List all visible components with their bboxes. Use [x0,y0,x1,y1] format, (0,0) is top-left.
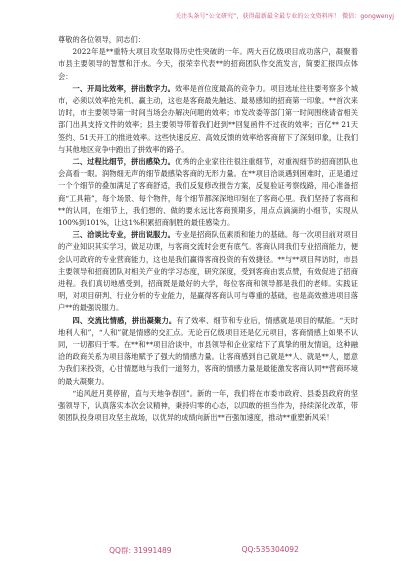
banner-text: 关注头条号“公文研究”，获得最新最全最专业的公文资料库！ 微信：gongwenyj [175,12,394,20]
closing-paragraph: “追风赶月莫停留，直与天地争春回”。新的一年，我们将在市委市政府、县委县政府的坚强领导下，认真落实本次会议精神，秉持归零的心态，以四敢的担当作为，持续深化改革，带领团队投身项目攻坚主战场，以优异的成绩向新出**百强加速度，推动**重塑新风采！ [58,388,358,423]
section-1 [58,83,358,156]
document-body [58,34,358,534]
salutation: 尊敬的各位领导，同志们： [58,35,146,44]
section-4-heading: 四、交流比情感，拼出凝聚力。 [72,315,177,325]
section-3-heading: 三、洽谈比专业，拼出说服力。 [72,230,176,240]
top-banner [0,0,408,30]
footer-qq-group: QQ群: 31991489 [109,546,172,555]
section-3 [58,229,358,314]
footer-qq: QQ:535304092 [241,545,299,554]
section-1-body: 效率是首位度最高的竞争力。项目选址往往要考察多个城市，必须以效率抢先机、赢主动，这也是客商最先触达、最易感知的招商第一印象。**首次来访时，市主要领导第一时间当场会办解决问题的效率；市发改委等部门第一时间围绕请省相关部门出具支持文件的效率；县主要领导带着我们赶到**回复函件不过夜的效率；百亿** 21天签约、51天开工的推进效率。这些快速反应、高效反馈的效率给客商留下了深刻印象，让我们与其他地区竞争中跑出了拼效率的路子。 [58,83,358,154]
intro-paragraph: 2022年是**重特大项目攻坚取得历史性突破的一年。两大百亿级项目成功落户，凝聚着市县主要领导的智慧和汗水。今天，很荣幸代表**的招商团队作交流发言，简要汇报四点体会： [58,47,358,81]
section-2-heading: 二、过程比细节，拼出感染力。 [72,157,176,167]
section-2-body: 优秀的企业家往往很注重细节，对重视细节的招商团队也会高看一眼。润物细无声的细节最感染客商的无形力量。在**项目洽谈遇到困难时，正是通过一个个细节的叠加满足了客商舒适，我们反复修改报告方案，反复验证考察线路，用心准备招商“工具箱”，每个场景、每个物件，每个细节都深深地印刻在了客商心里。我们坚持了客商和**的认同，在细节上，我们想的、做的要永远比客商预期多，用点点滴滴的小细节，实现从100%到101%，让这1%积累招商制胜的最佳感染力。 [58,157,358,228]
section-4-body: 有了效率、细节和专业后，情感就是项目的赋能。“天时地利人和”，“人和”就是情感的交汇点。无论百亿级项目还是亿元项目，客商情感上如果不认同，一切都归于零。在**和**项目洽谈中，市县领导和企业家结下了真挚的朋友情谊，这种融洽的政商关系为项目落地赋予了强大的情感力量。让客商感到自己就是**人、就是**人，愿意为我们来投资，心甘情愿地与我们一道努力，客商的情感力量是最能激发客商认同**营商环境的最大凝聚力。 [58,315,358,386]
section-1-heading: 一、开局比效率，拼出数字力。 [72,83,176,93]
section-3-body: 专业是招商队伍素质和能力的基础。每一次项目前对项目的产业知识其实学习，做足功课，与客商交流时会更有底气。客商认同我们专业招商能力，便会认可政府的专业营商能力，这也是我们赢得客商投资的有效捷径。**与**项目拜访时，市县主要领导和招商团队对相关产业的学习态度，研究深度，受到客商由衷点赞，有效促进了招商进程。我们真切地感受到，招商既是最好的大学，每位客商和领导都是我们的老师。实践证明，对项目研判、行业分析的专业能力，是赢得客商认可与尊重的基础，也是高效推进项目落户**的最强说服力。 [58,230,358,313]
section-2 [58,156,358,229]
footer [0,545,408,565]
section-4 [58,315,358,388]
